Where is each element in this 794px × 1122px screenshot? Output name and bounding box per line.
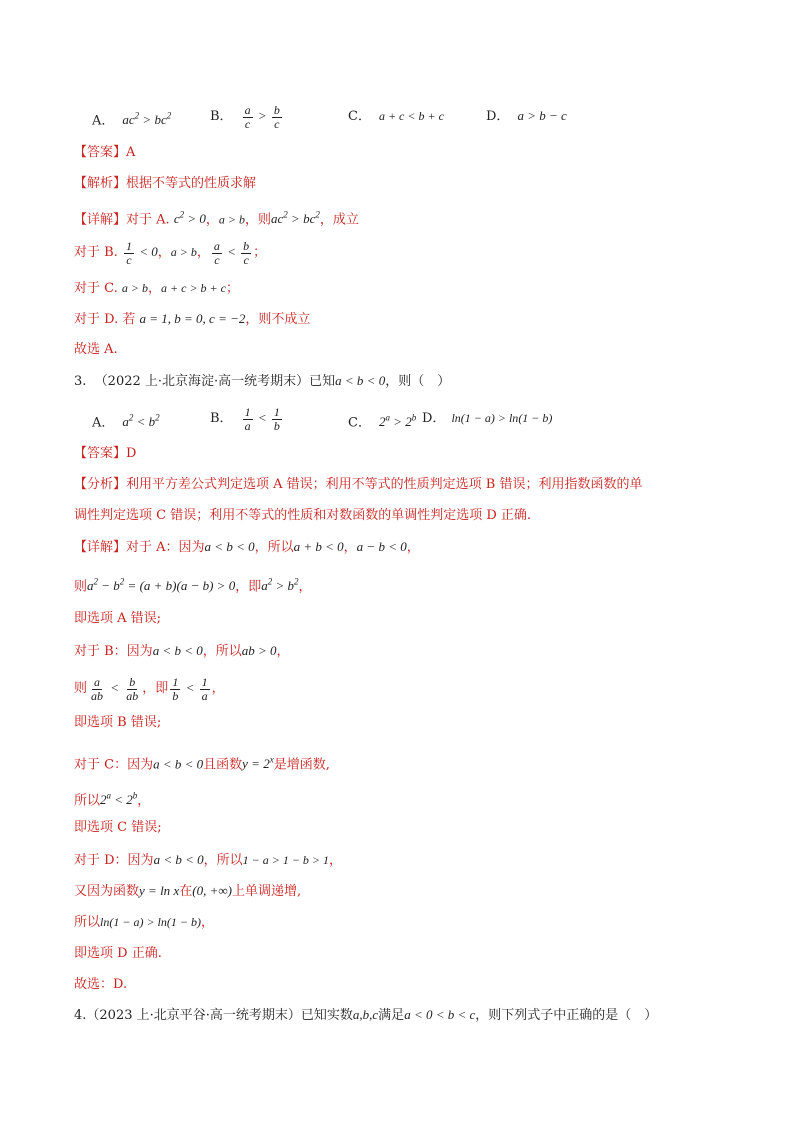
q2-option-b-expr: $\frac{a}{c}$ > $\frac{b}{c}$ [244, 102, 280, 131]
q4-stem: 4.（2023 上·北京平谷·高一统考期末）已知实数a,b,c满足a < 0 < b < c，则下列式子中正确的是（ ） [74, 1007, 658, 1023]
q2-option-b: B． $\frac{a}{c}$ > $\frac{b}{c}$ [210, 98, 284, 135]
q2-option-c: C． a + c < b + c [348, 109, 444, 124]
q3-detail-c2: 所以$2^a < 2^b$， [74, 791, 151, 809]
q2-option-d-expr: a > b − c [517, 108, 567, 123]
q3-conclusion: 故选：D. [74, 977, 128, 992]
q3-detail-a-wrong: 即选项 A 错误; [74, 611, 162, 626]
q3-analysis-line2: 调性判定选项 C 错误；利用不等式的性质和对数函数的单调性判定选项 D 正确. [74, 508, 532, 523]
q2-detail-a: 【详解】对于 A. $c^2 > 0$，a > b，则$ac^2 > bc^2$，成立 [74, 210, 359, 228]
q3-detail-b2: 则 $\frac{a}{ab}$ < $\frac{b}{ab}$ ，即 $\frac{1}{b}$ < $\frac{1}{a}$ ， [74, 674, 225, 703]
q2-option-a: A． $ac^2 > bc^2$ [92, 111, 172, 129]
q2-detail-b: 对于 B. $\frac{1}{c}$ < 0，a > b， $\frac{a}{c}$ < $\frac{b}{c}$ ； [74, 238, 267, 267]
q3-detail-a1: 【详解】对于 A：因为a < b < 0，所以a + b < 0，a − b < 0， [74, 539, 420, 555]
q3-detail-b-wrong: 即选项 B 错误; [74, 715, 162, 730]
q2-option-a-expr: $ac^2 > bc^2$ [122, 111, 172, 128]
q3-stem: 3. （2022 上·北京海淀·高一统考期末）已知a < b < 0，则（ ） [74, 373, 451, 389]
q3-option-a: A． $a^2 < b^2$ [92, 413, 160, 431]
q2-option-d: D． a > b − c [486, 108, 567, 124]
q3-detail-a2: 则$a^2 - b^2 = (a + b)(a - b) > 0$，即$a^2 > b^2$， [74, 577, 312, 595]
q2-detail-d: 对于 D. 若 a = 1, b = 0, c = −2，则不成立 [74, 311, 311, 327]
q2-analysis: 【解析】根据不等式的性质求解 [74, 176, 257, 191]
q3-detail-c1: 对于 C：因为a < b < 0且函数$y = 2^x$是增函数, [74, 755, 330, 773]
q3-option-d: D． ln(1 − a) > ln(1 − b) [422, 411, 553, 426]
q3-detail-d1: 对于 D：因为a < b < 0，所以1 − a > 1 − b > 1， [74, 852, 343, 868]
q3-detail-d2: 又因为函数y = ln x在(0, +∞)上单调递增, [74, 883, 302, 899]
q3-option-c: C． $2^a > 2^b$ [348, 413, 417, 431]
q3-analysis-line1: 【分析】利用平方差公式判定选项 A 错误；利用不等式的性质判定选项 B 错误；利用指数函数的单 [74, 477, 643, 492]
q3-option-b: B． $\frac{1}{a}$ < $\frac{1}{b}$ [210, 404, 280, 433]
q3-detail-b1: 对于 B：因为a < b < 0，所以ab > 0， [74, 643, 290, 659]
q3-detail-d-right: 即选项 D 正确. [74, 946, 162, 961]
q3-answer: 【答案】D [74, 446, 137, 461]
q2-option-c-expr: a + c < b + c [378, 109, 444, 123]
q3-detail-c-wrong: 即选项 C 错误; [74, 820, 162, 835]
q2-conclusion: 故选 A. [74, 342, 118, 357]
q2-detail-c: 对于 C. a > b，a + c > b + c； [74, 281, 239, 296]
q2-answer: 【答案】A [74, 145, 136, 160]
q3-detail-d3: 所以ln(1 − a) > ln(1 − b)， [74, 915, 214, 930]
